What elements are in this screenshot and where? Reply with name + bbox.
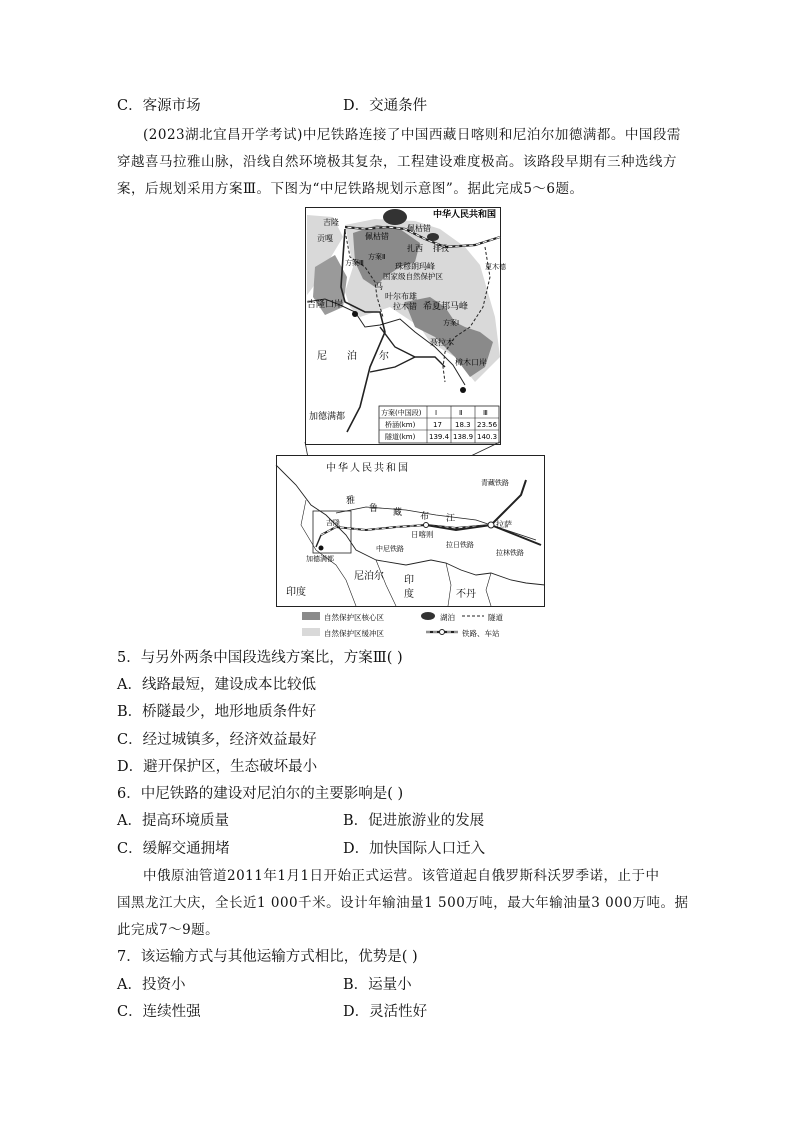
legend-core-label: 自然保护区核心区 (324, 613, 384, 622)
table-row1-v2: 18.3 (455, 421, 471, 429)
map-label-plan1: 方案Ⅰ (443, 319, 460, 327)
bmap-jilong: 吉隆 (326, 519, 340, 527)
plan-comparison-table (379, 406, 499, 443)
map-label-qomolangma: 珠穆朗玛峰 (395, 262, 435, 271)
table-header-plan: 方案(中国段) (381, 409, 422, 417)
map-label-xiamude: 夏木德 (485, 263, 506, 271)
map-label-nepal-e: 尔 (379, 351, 389, 362)
legend-lake-label: 湖泊 (440, 613, 455, 622)
bmap-rikaze: 日喀则 (411, 530, 434, 539)
map-label-nielamu: 聂拉木 (430, 338, 454, 347)
railway-plan-map (305, 207, 506, 445)
passage2-line3: 此完成7～9题。 (117, 922, 220, 938)
map-label-peikuco: 佩枯错 (407, 224, 431, 233)
table-row2-v2: 138.9 (453, 433, 474, 441)
passage2-line2: 国黑龙江大庆，全长近1 000千米。设计年输油量1 500万吨，最大年输油量3 000万吨。据 (117, 895, 689, 911)
bmap-river-1: 雅 (346, 496, 356, 506)
passage1-line3: 案，后规划采用方案Ⅲ。下图为“中尼铁路规划示意图”。据此完成5～6题。 (117, 181, 584, 197)
map-label-zhangmu-port: 樟木口岸 (455, 358, 487, 367)
legend-core-swatch (302, 612, 320, 620)
bmap-zhongni: 中尼铁路 (376, 545, 404, 553)
q5-option-c: C．经过城镇多，经济效益最好 (117, 732, 317, 748)
map-label-yebu: 叶尔布雄 (385, 292, 417, 301)
map-label-zhaxi: 扎西 (407, 244, 423, 253)
table-header-1: Ⅰ (435, 409, 438, 417)
station-lasa (488, 522, 494, 528)
bmap-bhutan: 不丹 (456, 589, 476, 600)
bmap-river-5: 江 (446, 514, 456, 524)
map-label-mamu: 马 (375, 282, 383, 291)
table-row2-label: 隧道(km) (385, 433, 416, 441)
map-label-reserve: 国家级自然保护区 (383, 272, 443, 281)
table-row2-v1: 139.4 (429, 433, 450, 441)
legend-lake-icon (421, 612, 435, 620)
bmap-kathmandu: 加德满都 (306, 555, 334, 563)
q6-option-d: D．加快国际人口迁入 (343, 841, 486, 857)
table-row2-v3: 140.3 (477, 433, 498, 441)
map-legend (300, 610, 540, 640)
bmap-river-3: 藏 (393, 508, 403, 518)
map-label-jilong-port: 吉隆口岸 (307, 300, 344, 310)
passage1-line1: (2023湖北宜昌开学考试)中尼铁路连接了中国西藏日喀则和尼泊尔加德满都。中国段需 (143, 127, 681, 143)
map-label-xixiabangma: 希夏邦马峰 (423, 302, 469, 312)
regional-map (276, 455, 545, 607)
bmap-lari: 拉日铁路 (446, 541, 474, 549)
legend-buffer-label: 自然保护区缓冲区 (324, 629, 384, 638)
map-label-kathmandu: 加德满都 (309, 412, 346, 422)
q5-option-b: B．桥隧最少，地形地质条件好 (117, 704, 317, 720)
map-label-gonghe: 贡嘎 (317, 234, 333, 243)
legend-rail-label: 铁路、车站 (462, 629, 500, 638)
q7-option-d: D．灵活性好 (343, 1004, 428, 1020)
station-kathmandu (319, 546, 324, 551)
bmap-nepal: 尼泊尔 (354, 571, 384, 582)
table-row1-label: 桥涵(km) (385, 421, 416, 429)
bmap-river-4: 布 (420, 512, 430, 522)
map-label-plan3: 方案Ⅲ (345, 259, 364, 267)
q5-option-a: A．线路最短，建设成本比较低 (117, 677, 316, 693)
q6-stem: 6．中尼铁路的建设对尼泊尔的主要影响是( ) (117, 786, 404, 802)
map-label-plan2: 方案Ⅱ (368, 253, 386, 261)
legend-tunnel-label: 隧道 (488, 613, 503, 622)
lake-peiku (383, 209, 407, 225)
bmap-india1: 印度 (286, 587, 306, 598)
table-header-3: Ⅲ (483, 409, 488, 417)
table-header-2: Ⅱ (459, 409, 463, 417)
q7-option-c: C．连续性强 (117, 1004, 201, 1020)
bmap-india2b: 度 (404, 589, 414, 600)
table-row1-v3: 23.56 (477, 421, 498, 429)
table-row1-v1: 17 (433, 421, 442, 429)
passage1-line2: 穿越喜马拉雅山脉，沿线自然环境极其复杂，工程建设难度极高。该路段早期有三种选线方 (117, 154, 677, 170)
map-label-nepal-p: 泊 (347, 351, 357, 362)
map-label-tuomu: 拉木错 (393, 302, 417, 311)
town-zhangmu-port (460, 387, 466, 393)
bmap-lasa: 拉萨 (496, 520, 512, 529)
bmap-india2a: 印 (404, 575, 414, 586)
q4-option-d: D．交通条件 (343, 98, 428, 114)
q7-option-b: B．运量小 (343, 977, 412, 993)
q7-option-a: A．投资小 (117, 977, 186, 993)
q6-option-c: C．缓解交通拥堵 (117, 841, 230, 857)
bmap-river-2: 鲁 (369, 504, 379, 514)
town-jilong-port (352, 311, 358, 317)
q6-option-a: A．提高环境质量 (117, 813, 229, 829)
bmap-label-china: 中华人民共和国 (326, 463, 410, 474)
q4-option-c: C．客源市场 (117, 98, 201, 114)
map-label-pailing: 排孜 (433, 244, 449, 253)
map-label-peiku: 佩枯错 (365, 232, 389, 241)
bmap-lalin: 拉林铁路 (496, 549, 524, 557)
station-rikaze (424, 523, 429, 528)
q6-option-b: B．促进旅游业的发展 (343, 813, 485, 829)
bmap-qingzang: 青藏铁路 (481, 479, 509, 487)
legend-buffer-swatch (302, 628, 320, 636)
map-label-jilong: 吉隆 (323, 218, 339, 227)
q5-option-d: D．避开保护区，生态破坏最小 (117, 759, 318, 775)
passage2-line1: 中俄原油管道2011年1月1日开始正式运营。该管道起自俄罗斯科沃罗季诺，止于中 (143, 868, 660, 884)
q7-stem: 7．该运输方式与其他运输方式相比，优势是( ) (117, 949, 418, 965)
q5-stem: 5．与另外两条中国段选线方案比，方案Ⅲ( ) (117, 650, 403, 666)
map-label-nepal-n: 尼 (317, 351, 327, 362)
map-label-china: 中华人民共和国 (433, 210, 497, 220)
